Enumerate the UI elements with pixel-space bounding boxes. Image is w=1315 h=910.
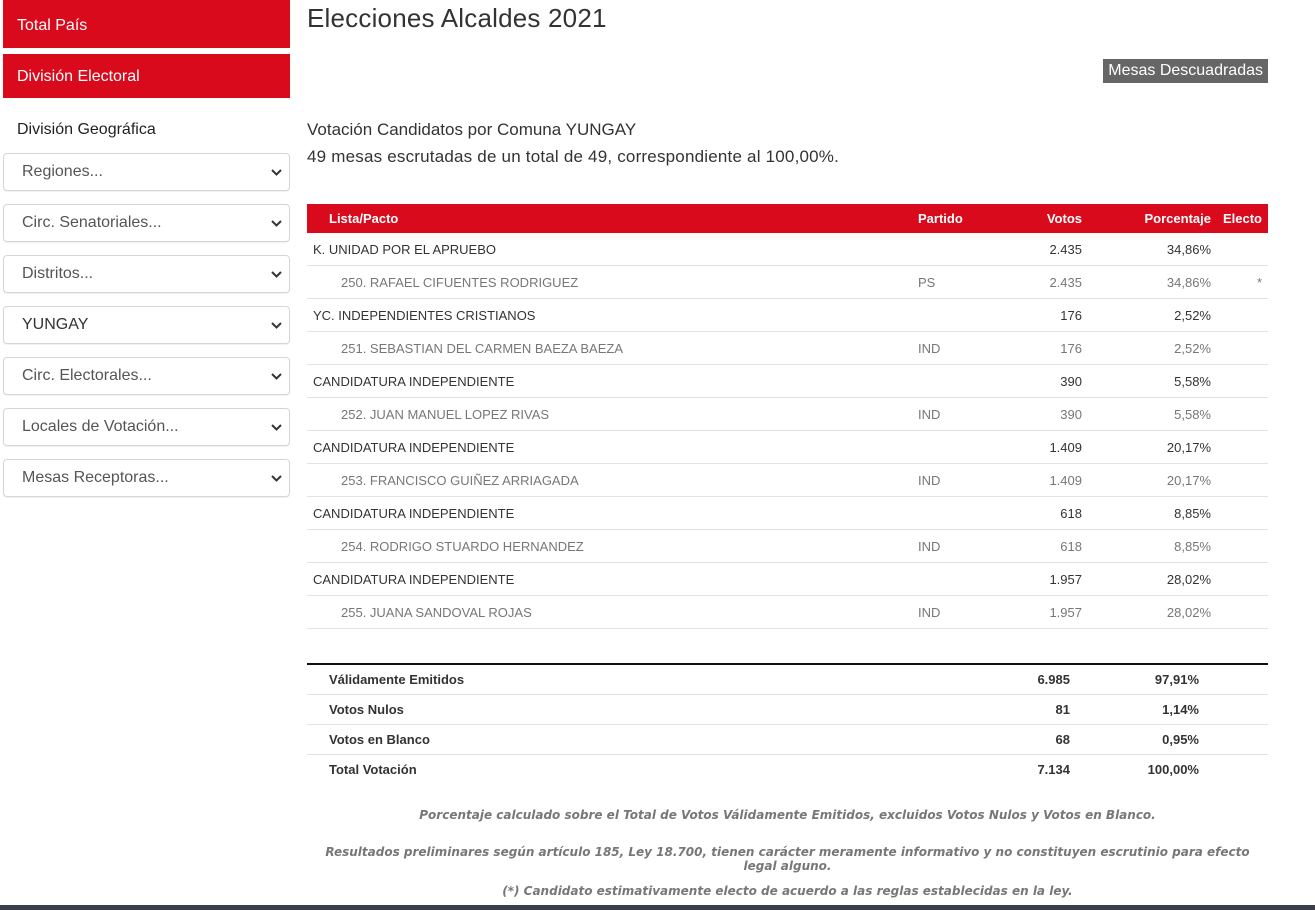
cell-votos: 1.957 [988, 563, 1082, 596]
table-row-candidato [307, 332, 1268, 365]
note-porcentaje: Porcentaje calculado sobre el Total de Votos Válidamente Emitidos, excluidos Votos Nulos y Votos en Blanco. [419, 808, 1156, 822]
cell-partido: IND [918, 464, 988, 497]
totals-label: Votos Nulos [307, 695, 906, 725]
totals-row [307, 755, 1268, 785]
totals-table [307, 663, 1268, 784]
totals-porcentaje: 1,14% [1070, 695, 1199, 725]
chevron-down-icon [269, 216, 283, 230]
cell-porcentaje: 20,17% [1082, 431, 1211, 464]
cell-electo [1211, 299, 1268, 332]
cell-porcentaje: 5,58% [1082, 365, 1211, 398]
mesas-descuadradas-button[interactable]: Mesas Descuadradas [1103, 59, 1268, 83]
cell-votos: 390 [988, 398, 1082, 431]
cell-electo [1211, 398, 1268, 431]
totals-porcentaje: 97,91% [1070, 664, 1199, 695]
cell-partido [918, 431, 988, 464]
totals-row [307, 725, 1268, 755]
totals-spacer [906, 695, 976, 725]
totals-votos: 6.985 [976, 664, 1070, 695]
header-lista-pacto: Lista/Pacto [329, 211, 399, 226]
totals-porcentaje: 0,95% [1070, 725, 1199, 755]
nav-total-pais[interactable]: Total País [3, 0, 290, 48]
cell-lista-pacto: 251. SEBASTIAN DEL CARMEN BAEZA BAEZA [307, 332, 918, 365]
table-row-lista [307, 563, 1268, 596]
cell-porcentaje: 2,52% [1082, 299, 1211, 332]
cell-lista-pacto: CANDIDATURA INDEPENDIENTE [307, 431, 918, 464]
chevron-down-icon [269, 267, 283, 281]
cell-lista-pacto: 255. JUANA SANDOVAL ROJAS [307, 596, 918, 629]
cell-partido: IND [918, 332, 988, 365]
totals-spacer [1199, 664, 1268, 695]
table-row-candidato [307, 266, 1268, 299]
totals-row [307, 695, 1268, 725]
totals-votos: 7.134 [1037, 762, 1070, 777]
nav-division-geografica[interactable]: División Geográfica [17, 121, 156, 138]
cell-votos: 2.435 [988, 266, 1082, 299]
cell-votos: 1.409 [988, 464, 1082, 497]
select-locales-votacion[interactable] [3, 408, 290, 446]
cell-partido [918, 299, 988, 332]
cell-electo [1211, 464, 1268, 497]
table-row-lista [307, 233, 1268, 266]
sidebar [3, 0, 290, 510]
chevron-down-icon [269, 420, 283, 434]
cell-lista-pacto: 254. RODRIGO STUARDO HERNANDEZ [307, 530, 918, 563]
cell-porcentaje: 20,17% [1082, 464, 1211, 497]
chevron-down-icon [269, 165, 283, 179]
header-porcentaje: Porcentaje [1144, 211, 1211, 226]
totals-porcentaje: 100,00% [1147, 762, 1199, 777]
select-distritos[interactable] [3, 255, 290, 293]
cell-electo [1211, 365, 1268, 398]
select-value: Locales de Votación... [22, 418, 179, 435]
cell-lista-pacto: 253. FRANCISCO GUIÑEZ ARRIAGADA [307, 464, 918, 497]
cell-partido: IND [918, 530, 988, 563]
table-row-lista [307, 431, 1268, 464]
cell-lista-pacto: YC. INDEPENDIENTES CRISTIANOS [307, 299, 918, 332]
cell-porcentaje: 34,86% [1082, 233, 1211, 266]
cell-electo: * [1211, 266, 1268, 299]
header-partido: Partido [918, 211, 963, 226]
chevron-down-icon [269, 369, 283, 383]
cell-partido [918, 563, 988, 596]
table-row-lista [307, 497, 1268, 530]
select-regiones[interactable] [3, 153, 290, 191]
cell-votos: 2.435 [988, 233, 1082, 266]
note-preliminares: Resultados preliminares según artículo 185, Ley 18.700, tienen carácter meramente informativo y no constituyen escrutinio para efecto legal alguno. [325, 845, 1250, 873]
cell-electo [1211, 497, 1268, 530]
totals-spacer [1199, 695, 1268, 725]
cell-votos: 1.957 [988, 596, 1082, 629]
totals-label: Total Votación [329, 762, 417, 777]
cell-electo [1211, 332, 1268, 365]
table-row-candidato [307, 398, 1268, 431]
cell-lista-pacto: CANDIDATURA INDEPENDIENTE [307, 563, 918, 596]
cell-partido [918, 365, 988, 398]
results-subtitle: Votación Candidatos por Comuna YUNGAY [307, 120, 637, 139]
select-value: Circ. Electorales... [22, 367, 152, 384]
header-votos: Votos [1046, 211, 1082, 226]
totals-label: Votos en Blanco [307, 725, 906, 755]
cell-lista-pacto: CANDIDATURA INDEPENDIENTE [307, 365, 918, 398]
cell-porcentaje: 5,58% [1082, 398, 1211, 431]
cell-lista-pacto: 252. JUAN MANUEL LOPEZ RIVAS [307, 398, 918, 431]
cell-votos: 618 [988, 497, 1082, 530]
cell-porcentaje: 8,85% [1082, 497, 1211, 530]
cell-lista-pacto: K. UNIDAD POR EL APRUEBO [307, 233, 918, 266]
table-header-row [307, 204, 1268, 233]
taskbar-edge [0, 905, 1315, 910]
select-mesas-receptoras[interactable] [3, 459, 290, 497]
totals-label: Válidamente Emitidos [307, 664, 906, 695]
cell-lista-pacto: CANDIDATURA INDEPENDIENTE [307, 497, 918, 530]
nav-division-electoral[interactable]: División Electoral [3, 54, 290, 98]
cell-porcentaje: 28,02% [1082, 596, 1211, 629]
cell-porcentaje: 28,02% [1082, 563, 1211, 596]
cell-lista-pacto: 250. RAFAEL CIFUENTES RODRIGUEZ [307, 266, 918, 299]
totals-row [307, 664, 1268, 695]
cell-partido: IND [918, 596, 988, 629]
results-table [307, 204, 1268, 629]
main-content [307, 0, 1268, 898]
select-value: Regiones... [22, 163, 103, 180]
totals-spacer [1199, 725, 1268, 755]
totals-spacer [906, 725, 976, 755]
select-circ-senatoriales[interactable] [3, 204, 290, 242]
totals-votos: 68 [976, 725, 1070, 755]
chevron-down-icon [269, 318, 283, 332]
select-value: Mesas Receptoras... [22, 469, 169, 486]
cell-votos: 618 [988, 530, 1082, 563]
mesas-summary: 49 mesas escrutadas de un total de 49, correspondiente al 100,00%. [307, 147, 840, 166]
cell-votos: 176 [988, 332, 1082, 365]
table-row-lista [307, 365, 1268, 398]
cell-porcentaje: 8,85% [1082, 530, 1211, 563]
select-comuna[interactable] [3, 306, 290, 344]
cell-votos: 390 [988, 365, 1082, 398]
cell-votos: 176 [988, 299, 1082, 332]
cell-electo [1211, 596, 1268, 629]
table-row-candidato [307, 464, 1268, 497]
cell-electo [1211, 563, 1268, 596]
select-circ-electorales[interactable] [3, 357, 290, 395]
cell-partido [918, 497, 988, 530]
cell-votos: 1.409 [988, 431, 1082, 464]
cell-partido: PS [918, 266, 988, 299]
totals-votos: 81 [976, 695, 1070, 725]
table-row-candidato [307, 530, 1268, 563]
note-electo: (*) Candidato estimativamente electo de acuerdo a las reglas establecidas en la ley. [502, 884, 1073, 898]
cell-porcentaje: 34,86% [1082, 266, 1211, 299]
cell-porcentaje: 2,52% [1082, 332, 1211, 365]
table-row-candidato [307, 596, 1268, 629]
cell-electo [1211, 233, 1268, 266]
select-value: YUNGAY [22, 316, 89, 333]
cell-partido: IND [918, 398, 988, 431]
cell-electo [1211, 530, 1268, 563]
cell-partido [918, 233, 988, 266]
select-value: Circ. Senatoriales... [22, 214, 162, 231]
table-row-lista [307, 299, 1268, 332]
chevron-down-icon [269, 471, 283, 485]
header-electo: Electo [1222, 211, 1262, 226]
select-value: Distritos... [22, 265, 94, 282]
page-title: Elecciones Alcaldes 2021 [307, 3, 607, 33]
cell-electo [1211, 431, 1268, 464]
totals-spacer [906, 755, 976, 785]
totals-spacer [1199, 755, 1268, 785]
totals-spacer [906, 664, 976, 695]
